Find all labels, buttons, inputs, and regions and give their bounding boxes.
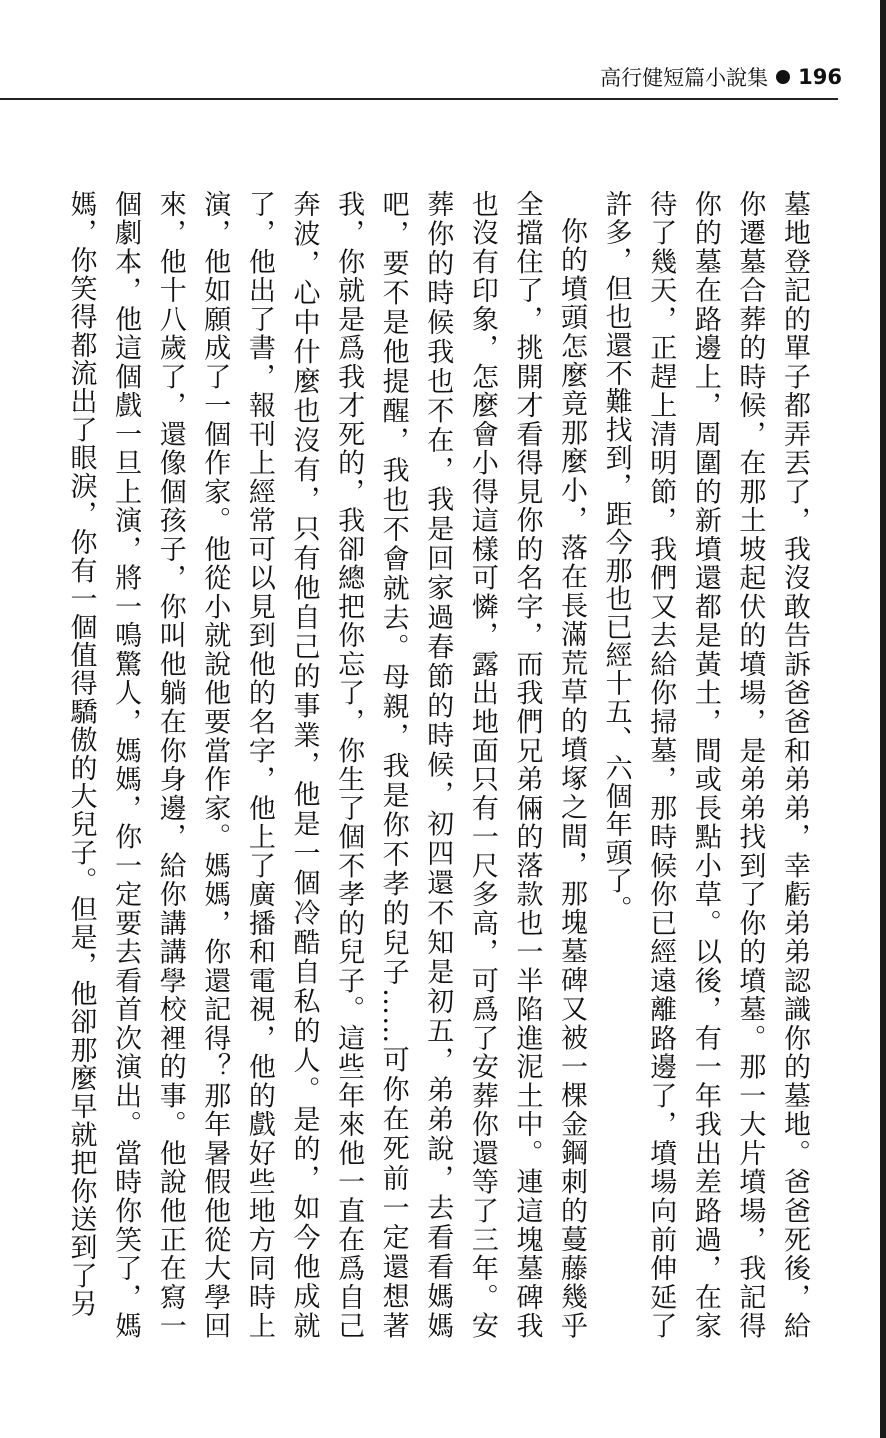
bullet-dot-icon <box>776 70 790 84</box>
header-rule <box>0 98 838 100</box>
book-title: 高行健短篇小說集 <box>600 66 769 90</box>
running-header <box>600 62 842 92</box>
page-number: 196 <box>798 65 842 89</box>
paragraph-1: 墓地登記的單子都弄丟了，我沒敢告訴爸爸和弟弟，幸虧弟弟認識你的墓地。爸爸死後，給你遷墓合葬的時候，在那土坡起伏的墳場，是弟弟找到了你的墳墓。那一大片墳場，我記得你的墓在路邊上，周圍的新墳還都是黃土，間或長點小草。以後，有一年我出差路過，在家待了幾天，正趕上清明節，我們又去給你掃墓，那時候你已經遠離路邊了，墳場向前伸延了許多，但也還不難找到，距今那也已經十五、六個年頭了。 <box>600 190 810 1340</box>
page-edge <box>880 0 886 1438</box>
paragraph-2: 你的墳頭怎麼竟那麼小，落在長滿荒草的墳塚之間，那塊墓碑又被一棵金鋼刺的蔓藤幾乎全擋住了，挑開才看得見你的名字，而我們兄弟倆的落款也一半陷進泥土中。連這塊墓碑我也沒有印象，怎麼會小得這樣可憐，露出地面只有一尺多高，可爲了安葬你還等了三年。安葬你的時候我也不在，我是回家過春節的時候，初四還不知是初五，弟弟說，去看看媽媽吧，要不是他提醒，我也不會就去。母親，我是你不孝的兒子……可你在死前一定還想著我，你就是爲我才死的，我卻總把你忘了，你生了個不孝的兒子。這些年來他一直在爲自己奔波，心中什麼也沒有，只有他自己的事業，他是一個冷酷自私的人。是的，如今他成就了，他出了書，報刊上經常可以見到他的名字，他上了廣播和電視，他的戲好些地方同時上演，他如願成了一個作家。他從小就說他要當作家。媽媽，你還記得？那年暑假他從大學回來，他十八歲了，還像個孩子，你叫他躺在你身邊，給你講講學校裡的事。他說他正在寫一個劇本，他這個戲一旦上演，將一鳴驚人，媽媽，你一定要去看首次演出。當時你笑了，媽媽，你笑得都流出了眼淚，你有一個值得驕傲的大兒子。但是，他卻那麼早就把你送到了另 <box>65 190 588 1340</box>
body-text <box>26 190 816 1340</box>
